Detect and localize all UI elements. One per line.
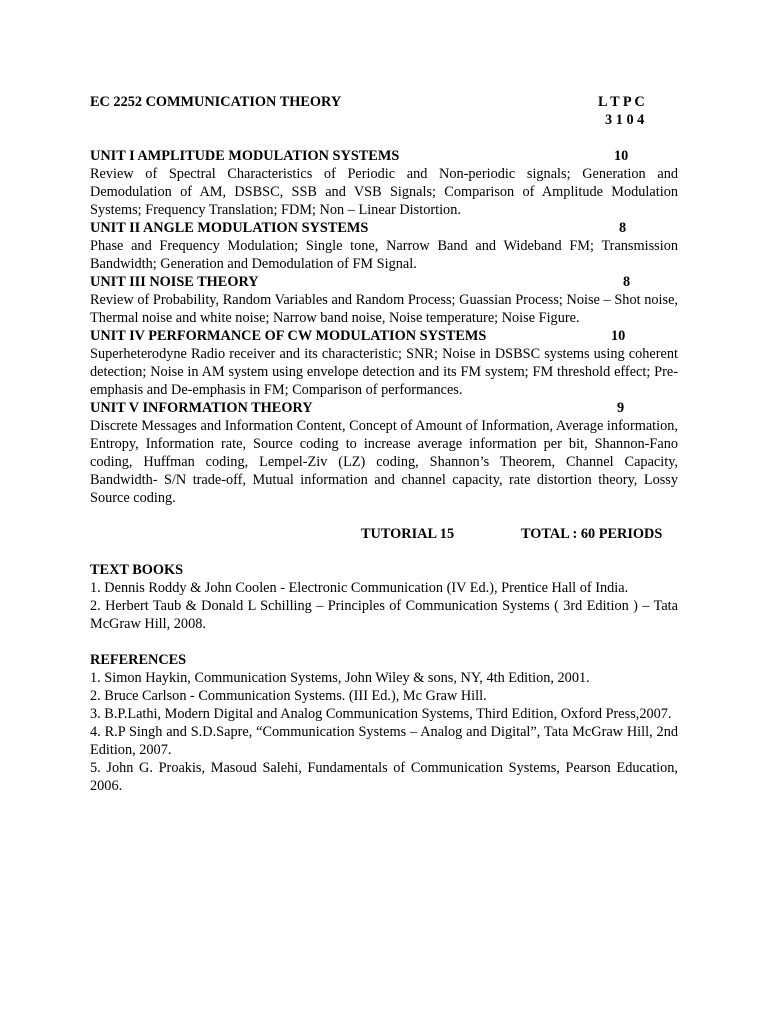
unit-hours: 9 <box>617 400 625 416</box>
tutorial-hours: TUTORIAL 15 <box>361 526 455 542</box>
unit-title: UNIT II ANGLE MODULATION SYSTEMS <box>90 220 369 236</box>
unit-title: UNIT III NOISE THEORY <box>90 274 259 290</box>
reference-item: 4. R.P Singh and S.D.Sapre, “Communication Systems – Analog and Digital”, Tata McGraw Hill, 2nd Edition, 2007. <box>90 724 678 758</box>
reference-item: 5. John G. Proakis, Masoud Salehi, Fundamentals of Communication Systems, Pearson Education, 2006. <box>90 760 678 794</box>
textbooks-heading: TEXT BOOKS <box>90 562 184 578</box>
unit-title: UNIT V INFORMATION THEORY <box>90 400 313 416</box>
reference-item: 2. Bruce Carlson - Communication Systems. (III Ed.), Mc Graw Hill. <box>90 688 487 704</box>
ltpc-values: 3 1 0 4 <box>605 112 645 128</box>
unit-heading <box>90 399 678 417</box>
totals-row <box>90 525 678 543</box>
unit-body: Review of Probability, Random Variables and Random Process; Guassian Process; Noise – Shot noise, Thermal noise and white noise; Narrow band noise, Noise temperature; Noise Figure. <box>90 292 678 326</box>
reference-item: 3. B.P.Lathi, Modern Digital and Analog Communication Systems, Third Edition, Oxford Press,2007. <box>90 706 672 722</box>
course-title: EC 2252 COMMUNICATION THEORY <box>90 94 342 110</box>
reference-item: 1. Simon Haykin, Communication Systems, John Wiley & sons, NY, 4th Edition, 2001. <box>90 670 590 686</box>
unit-body: Superheterodyne Radio receiver and its characteristic; SNR; Noise in DSBSC systems using coherent detection; Noise in AM system using envelope detection and its FM system; FM threshold effect; Pre-emphasis and De-emphasis in FM; Comparison of performances. <box>90 346 678 398</box>
unit-title: UNIT IV PERFORMANCE OF CW MODULATION SYSTEMS <box>90 328 487 344</box>
total-periods: TOTAL : 60 PERIODS <box>521 526 663 542</box>
unit-heading <box>90 147 678 165</box>
references-heading: REFERENCES <box>90 652 187 668</box>
unit-hours: 8 <box>619 220 627 236</box>
unit-body: Phase and Frequency Modulation; Single tone, Narrow Band and Wideband FM; Transmission Bandwidth; Generation and Demodulation of FM Signal. <box>90 238 678 272</box>
textbook-item: 1. Dennis Roddy & John Coolen - Electronic Communication (IV Ed.), Prentice Hall of India. <box>90 580 629 596</box>
unit-heading <box>90 273 678 291</box>
unit-hours: 10 <box>614 148 629 164</box>
unit-body: Discrete Messages and Information Content, Concept of Amount of Information, Average information, Entropy, Information rate, Source coding to increase average information per bit, Shannon-Fano coding, Huffman coding, Lempel-Ziv (LZ) coding, Shannon’s Theorem, Channel Capacity, Bandwidth- S/N trade-off, Mutual information and channel capacity, rate distortion theory, Lossy Source coding. <box>90 418 678 506</box>
unit-title: UNIT I AMPLITUDE MODULATION SYSTEMS <box>90 148 400 164</box>
ltpc-row <box>90 111 678 129</box>
syllabus-page <box>90 93 678 795</box>
unit-hours: 8 <box>623 274 631 290</box>
ltpc-label: L T P C <box>598 94 645 110</box>
unit-hours: 10 <box>611 328 626 344</box>
unit-heading <box>90 219 678 237</box>
course-header <box>90 93 678 111</box>
textbook-item: 2. Herbert Taub & Donald L Schilling – Principles of Communication Systems ( 3rd Edition ) – Tata McGraw Hill, 2008. <box>90 598 678 632</box>
unit-body: Review of Spectral Characteristics of Periodic and Non-periodic signals; Generation and Demodulation of AM, DSBSC, SSB and VSB Signals; Comparison of Amplitude Modulation Systems; Frequency Translation; FDM; Non – Linear Distortion. <box>90 166 678 218</box>
unit-heading <box>90 327 678 345</box>
